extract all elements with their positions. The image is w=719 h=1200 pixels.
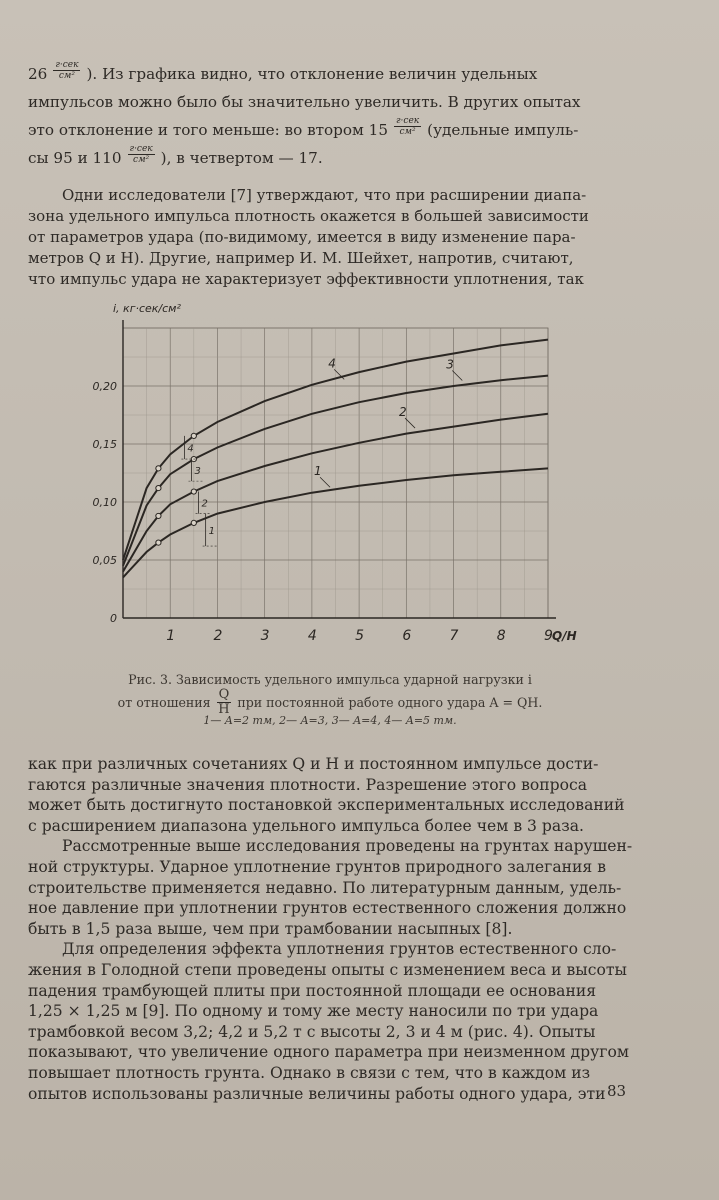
figure-caption-line1: Рис. 3. Зависимость удельного импульса ударной нагрузки i [128, 672, 532, 687]
dimension-label: 2 [201, 498, 208, 510]
text-line: Рассмотренные выше исследования проведены на грунтах нарушен- [62, 837, 633, 856]
y-tick-label: 0,05 [92, 554, 117, 567]
text-line: быть в 1,5 раза выше, чем при трамбовании насыпных [8]. [28, 919, 513, 938]
x-tick-label: 1 [166, 628, 176, 644]
series-label: 3 [446, 357, 454, 372]
unit-fraction: $\frac{\text{г·сек}}{\text{см²}}$ [55, 60, 79, 81]
text-line: ное давление при уплотнении грунтов естественного сложения должно [28, 899, 627, 918]
text-line: может быть достигнуто постановкой экспериментальных исследований [28, 796, 625, 815]
data-point [156, 466, 161, 471]
x-axis-label: Q/H [552, 629, 577, 643]
data-point [191, 433, 196, 438]
data-point [191, 489, 196, 494]
number: 26 [28, 65, 48, 83]
data-point [156, 513, 161, 518]
data-point [156, 485, 161, 490]
y-tick-label: 0,20 [92, 380, 117, 393]
paragraph-2 [28, 185, 640, 290]
body-text [28, 754, 640, 1104]
text-line: жения в Голодной степи проведены опыты с изменением веса и высоты [28, 960, 627, 979]
text-line: сы 95 и 110 $\frac{\text{г·сек}}{\text{см²}}$ ), в четвертом — 17. [28, 144, 640, 172]
text-line [28, 60, 640, 88]
impulse-chart [90, 300, 577, 670]
y-tick-label: 0,15 [92, 438, 117, 451]
text-line-content: ). Из графика видно, что отклонение величин удельных [86, 65, 538, 83]
text-line: показывают, что увеличение одного параметра при неизменном другом [28, 1043, 629, 1062]
text-line: 1,25 × 1,25 м [9]. По одному и тому же месту наносили по три удара [28, 1002, 599, 1021]
text-line: импульсов можно было бы значительно увеличить. В других опытах [28, 93, 581, 111]
figure-caption-line2: от отношения $\frac{Q}{H}$ при постоянной работе одного удара A = QH. [117, 687, 543, 717]
x-tick-label: 3 [260, 628, 270, 644]
text-line: что импульс удара не характеризует эффективности уплотнения, так [28, 270, 584, 288]
text-line: Одни исследователи [7] утверждают, что при расширении диапа- [62, 186, 587, 204]
x-tick-label: 5 [355, 628, 365, 644]
text-line: повышает плотность грунта. Однако в связи с тем, что в каждом из [28, 1063, 591, 1082]
x-tick-label: 4 [307, 628, 317, 644]
series-label: 2 [399, 405, 407, 420]
text-line: падения трамбующей плиты при постоянной площади ее основания [28, 981, 597, 1000]
text-line: опытов использованы различные величины работы одного удара, эти [28, 1084, 606, 1103]
x-tick-label: 9 [544, 628, 553, 644]
dimension-label: 4 [187, 443, 194, 455]
data-point [191, 520, 196, 525]
text-line: ной структуры. Ударное уплотнение грунтов природного залегания в [28, 857, 606, 876]
unit-fraction: $\frac{\text{г·сек}}{\text{см²}}$ [396, 116, 420, 137]
dimension-label: 3 [194, 466, 201, 478]
text-line: гаются различные значения плотности. Разрешение этого вопроса [28, 775, 588, 794]
dimension-label: 1 [208, 525, 216, 537]
y-axis-label: i, кг·сек/см² [113, 302, 181, 315]
text-line: зона удельного импульса плотность окажется в большей зависимости [28, 207, 589, 225]
text-line: Для определения эффекта уплотнения грунтов естественного сло- [62, 940, 617, 959]
q-over-h-fraction: $\frac{Q}{H}$ [218, 687, 230, 717]
x-tick-label: 2 [213, 628, 223, 644]
series-label: 4 [328, 356, 336, 371]
text-line: это отклонение и того меньше: во втором 15 $\frac{\text{г·сек}}{\text{см²}}$ (удельные импуль- [28, 116, 640, 144]
text-line: от параметров удара (по-видимому, имеется в виду изменение пара- [28, 228, 576, 246]
text-line: метров Q и H). Другие, например И. М. Шейхет, напротив, считают, [28, 249, 574, 267]
figure-caption-legend: 1— A=2 тм, 2— A=3, 3— A=4, 4— A=5 тм. [203, 714, 457, 727]
page-number: 83 [607, 1082, 627, 1100]
x-tick-label: 7 [449, 628, 459, 644]
text-line: с расширением диапазона удельного импульса более чем в 3 раза. [28, 816, 584, 835]
series-label: 1 [314, 464, 322, 479]
text-line: трамбовкой весом 3,2; 4,2 и 5,2 т с высоты 2, 3 и 4 м (рис. 4). Опыты [28, 1022, 596, 1041]
text-line: как при различных сочетаниях Q и H и постоянном импульсе дости- [28, 755, 599, 773]
top-paragraph [28, 60, 640, 172]
x-tick-label: 6 [402, 628, 412, 644]
unit-fraction: $\frac{\text{г·сек}}{\text{см²}}$ [129, 144, 153, 165]
x-tick-label: 8 [496, 628, 506, 644]
y-tick-label: 0,10 [92, 496, 117, 509]
y-tick-label: 0 [110, 612, 117, 625]
data-point [156, 540, 161, 545]
text-line: строительстве применяется недавно. По литературным данным, удель- [28, 878, 622, 897]
series-leader-line [320, 477, 330, 487]
